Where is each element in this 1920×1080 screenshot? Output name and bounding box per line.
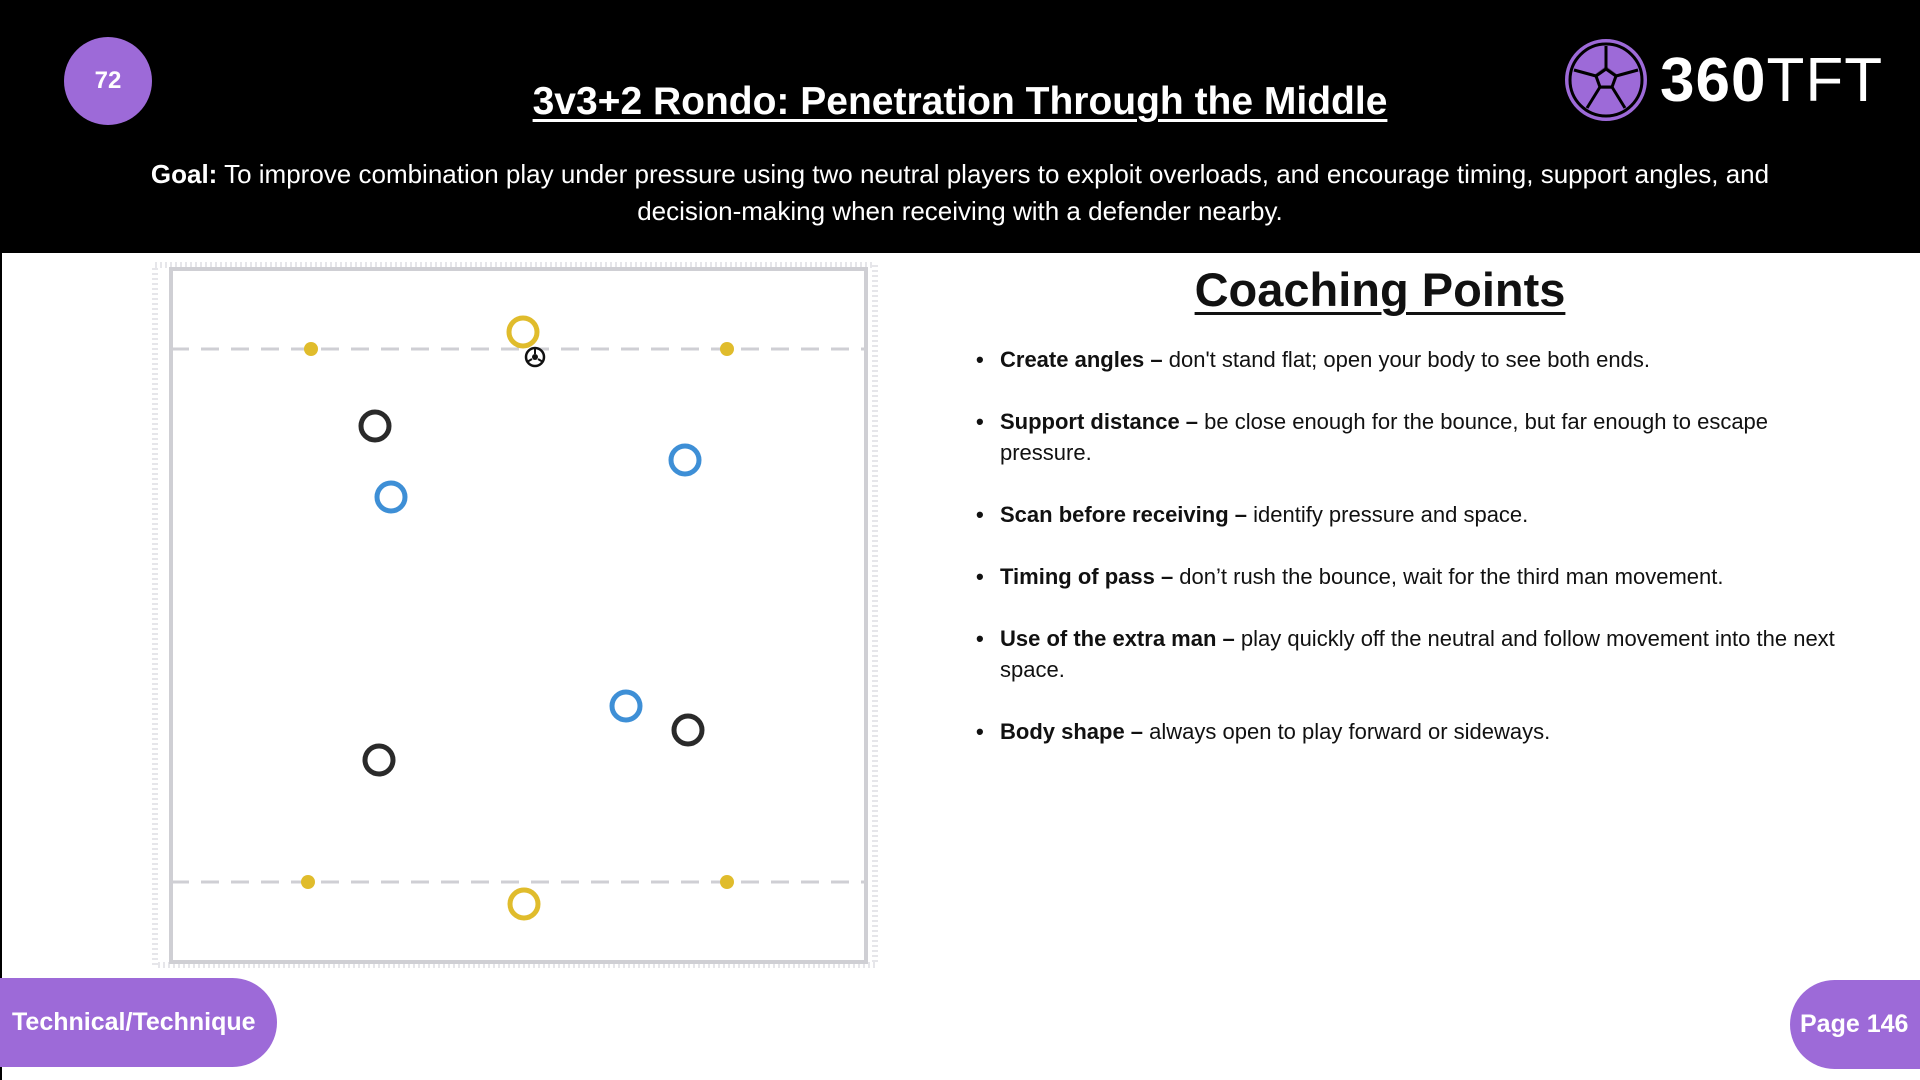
page-title: 3v3+2 Rondo: Penetration Through the Middle bbox=[532, 80, 1388, 123]
brand-wordmark bbox=[1660, 45, 1883, 116]
category-tag: Technical/Technique bbox=[0, 978, 277, 1067]
point-text: be close enough for the bounce, but far enough to escape pressure. bbox=[1000, 409, 1769, 465]
goal-statement bbox=[110, 156, 1810, 230]
coaching-points-list bbox=[976, 344, 1836, 778]
goal-text: To improve combination play under pressure using two neutral players to exploit overloads, and encourage timing, support angles, and decision-making when receiving with a defender nearby. bbox=[217, 159, 1770, 226]
coaching-points-title: Coaching Points bbox=[1194, 263, 1566, 316]
goal-label: Goal: bbox=[150, 159, 218, 189]
brand-logo bbox=[1562, 36, 1883, 124]
list-item bbox=[976, 561, 1836, 592]
cone-icon bbox=[720, 875, 734, 889]
list-item bbox=[976, 344, 1836, 375]
point-lead: Body shape – bbox=[1000, 719, 1144, 744]
point-text: always open to play forward or sideways. bbox=[1143, 719, 1551, 744]
pitch-boundary bbox=[171, 269, 866, 962]
drill-diagram bbox=[150, 260, 880, 970]
list-item bbox=[976, 499, 1836, 530]
brand-wordmark-regular: TFT bbox=[1766, 45, 1884, 115]
point-lead: Scan before receiving – bbox=[1000, 502, 1247, 527]
list-item bbox=[976, 716, 1836, 747]
pitch-svg bbox=[150, 260, 880, 970]
point-text: don’t rush the bounce, wait for the third man movement. bbox=[1173, 564, 1724, 589]
point-text: identify pressure and space. bbox=[1247, 502, 1529, 527]
cone-icon bbox=[304, 342, 318, 356]
point-text: play quickly off the neutral and follow movement into the next space. bbox=[1000, 626, 1835, 682]
soccer-ball-icon bbox=[526, 348, 544, 366]
point-lead: Create angles – bbox=[1000, 347, 1163, 372]
point-text: don't stand flat; open your body to see both ends. bbox=[1162, 347, 1650, 372]
list-item bbox=[976, 406, 1836, 468]
page-number-badge: Page 146 bbox=[1790, 980, 1920, 1069]
point-lead: Timing of pass – bbox=[1000, 564, 1174, 589]
point-lead: Support distance – bbox=[1000, 409, 1199, 434]
left-border bbox=[0, 253, 2, 1080]
point-lead: Use of the extra man – bbox=[1000, 626, 1235, 651]
header-bar bbox=[0, 0, 1920, 253]
cone-icon bbox=[720, 342, 734, 356]
list-item bbox=[976, 623, 1836, 685]
session-number: 72 bbox=[94, 67, 122, 94]
cone-icon bbox=[301, 875, 315, 889]
soccer-ball-icon bbox=[1562, 36, 1650, 124]
brand-wordmark-bold: 360 bbox=[1660, 45, 1767, 115]
